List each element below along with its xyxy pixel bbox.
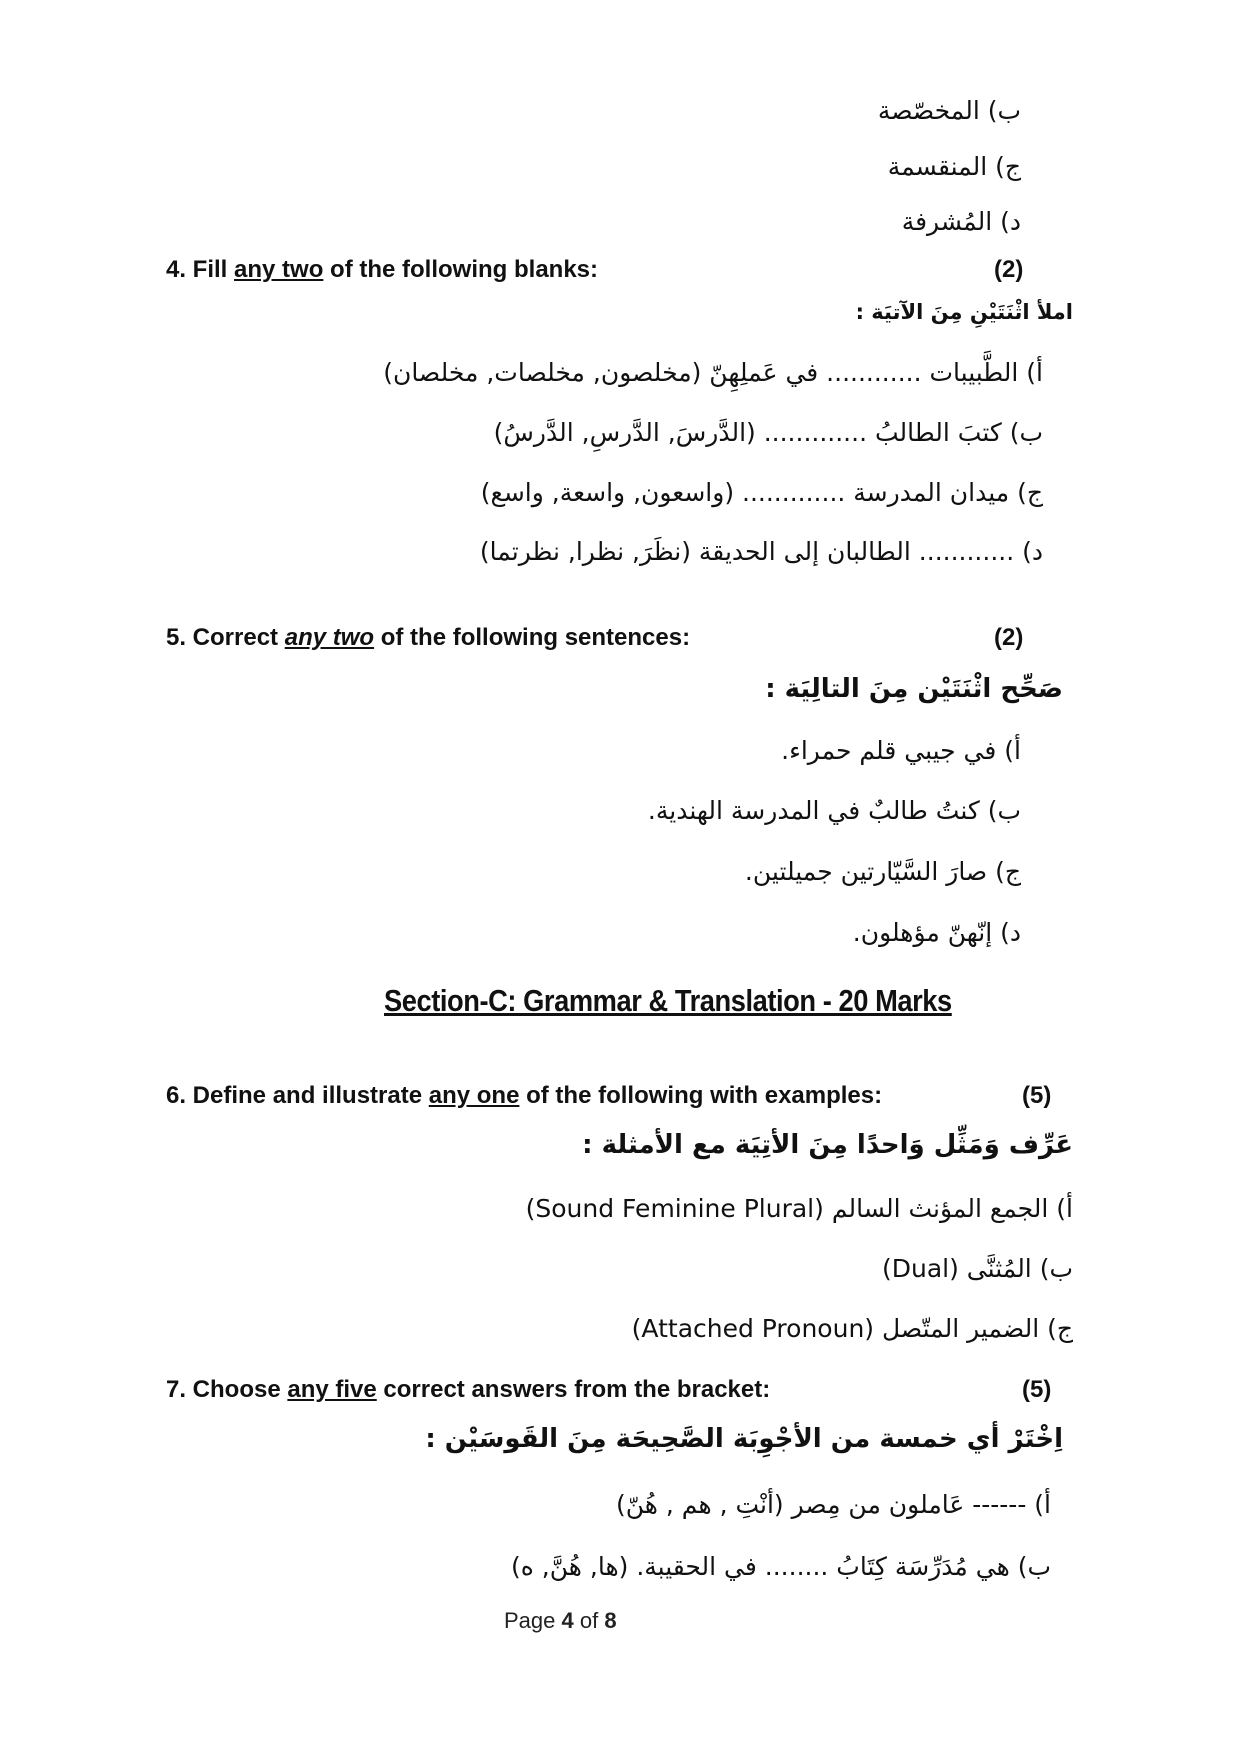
q5-item-b: ب) كنتُ طالبٌ في المدرسة الهندية. (647, 796, 1021, 825)
q6-prompt (166, 1082, 882, 1111)
q4-underlined: any two (234, 256, 324, 283)
q5-arabic-instruction: صَحِّح اثْنَتَيْن مِنَ التالِيَة : (765, 674, 1063, 704)
q4-item-a: أ) الطَّبيبات ............ في عَملِهِنّ (مخلصون, مخلصات, مخلصان) (383, 358, 1043, 387)
q6-item-j: ج) الضمير المتّصل (Attached Pronoun) (631, 1314, 1073, 1343)
q4-marks: (2) (994, 256, 1024, 283)
footer-total-pages: 8 (604, 1608, 617, 1633)
q4-rest: of the following blanks: (323, 256, 599, 283)
q5-prompt (166, 624, 690, 653)
q7-number: 7. Choose (166, 1376, 288, 1403)
q6-number: 6. Define and illustrate (166, 1082, 429, 1109)
q4-item-j: ج) ميدان المدرسة ............. (واسعون, واسعة, واسع) (480, 478, 1043, 507)
q5-item-j: ج) صارَ السَّيّارتين جميلتين. (744, 857, 1021, 886)
q4-item-b: ب) كتبَ الطالبُ ............. (الدَّرسَ, الدَّرسِ, الدَّرسُ) (493, 418, 1043, 447)
q5-rest: of the following sentences: (374, 624, 691, 651)
prev-option-d: د) المُشرفة (901, 207, 1021, 236)
q7-marks: (5) (1022, 1376, 1052, 1403)
q7-underlined: any five (287, 1376, 377, 1403)
q4-number: 4. Fill (166, 256, 235, 283)
q6-rest: of the following with examples: (519, 1082, 883, 1109)
prev-option-b: ب) المخصّصة (877, 96, 1021, 125)
section-c-heading: Section-C: Grammar & Translation - 20 Marks (384, 983, 952, 1018)
footer-page-number: 4 (561, 1608, 574, 1633)
q7-arabic-instruction: اِخْتَرْ أي خمسة من الأجْوِبَة الصَّحِيحَة مِنَ القَوسَيْن : (425, 1424, 1063, 1454)
q5-marks: (2) (994, 624, 1024, 651)
q7-item-b: ب) هي مُدَرِّسَة كِتَابُ ........ في الحقيبة. (ها, هُنَّ, ه) (510, 1552, 1051, 1581)
q5-number: 5. Correct (166, 624, 285, 651)
page-footer (504, 1608, 617, 1634)
footer-of-word: of (573, 1608, 605, 1633)
prev-option-j: ج) المنقسمة (887, 152, 1021, 181)
q5-item-d: د) إنّهنّ مؤهلون. (852, 918, 1021, 947)
q7-item-a: أ) ------ عَاملون من مِصر (أنْتِ , هم , هُنّ) (616, 1490, 1051, 1519)
q5-underlined: any two (284, 624, 375, 651)
q6-underlined: any one (428, 1082, 520, 1109)
q4-item-d: د) ............ الطالبان إلى الحديقة (نظَرَ, نظرا, نظرتما) (479, 537, 1043, 566)
q5-item-a: أ) في جيبي قلم حمراء. (781, 736, 1021, 765)
q4-arabic-instruction: املأ اثْنَتَيْنِ مِنَ الآتيَة : (855, 300, 1073, 324)
q6-marks: (5) (1022, 1082, 1052, 1109)
q6-item-a: أ) الجمع المؤنث السالم (Sound Feminine Plural) (525, 1194, 1073, 1223)
footer-page-word: Page (504, 1608, 562, 1633)
q6-arabic-instruction: عَرِّف وَمَثِّل وَاحدًا مِنَ الأتِيَة مع الأمثلة : (582, 1130, 1073, 1160)
q7-rest: correct answers from the bracket: (376, 1376, 771, 1403)
q4-prompt (166, 256, 598, 285)
q6-item-b: ب) المُثنَّى (Dual) (881, 1254, 1073, 1283)
q7-prompt (166, 1376, 770, 1405)
